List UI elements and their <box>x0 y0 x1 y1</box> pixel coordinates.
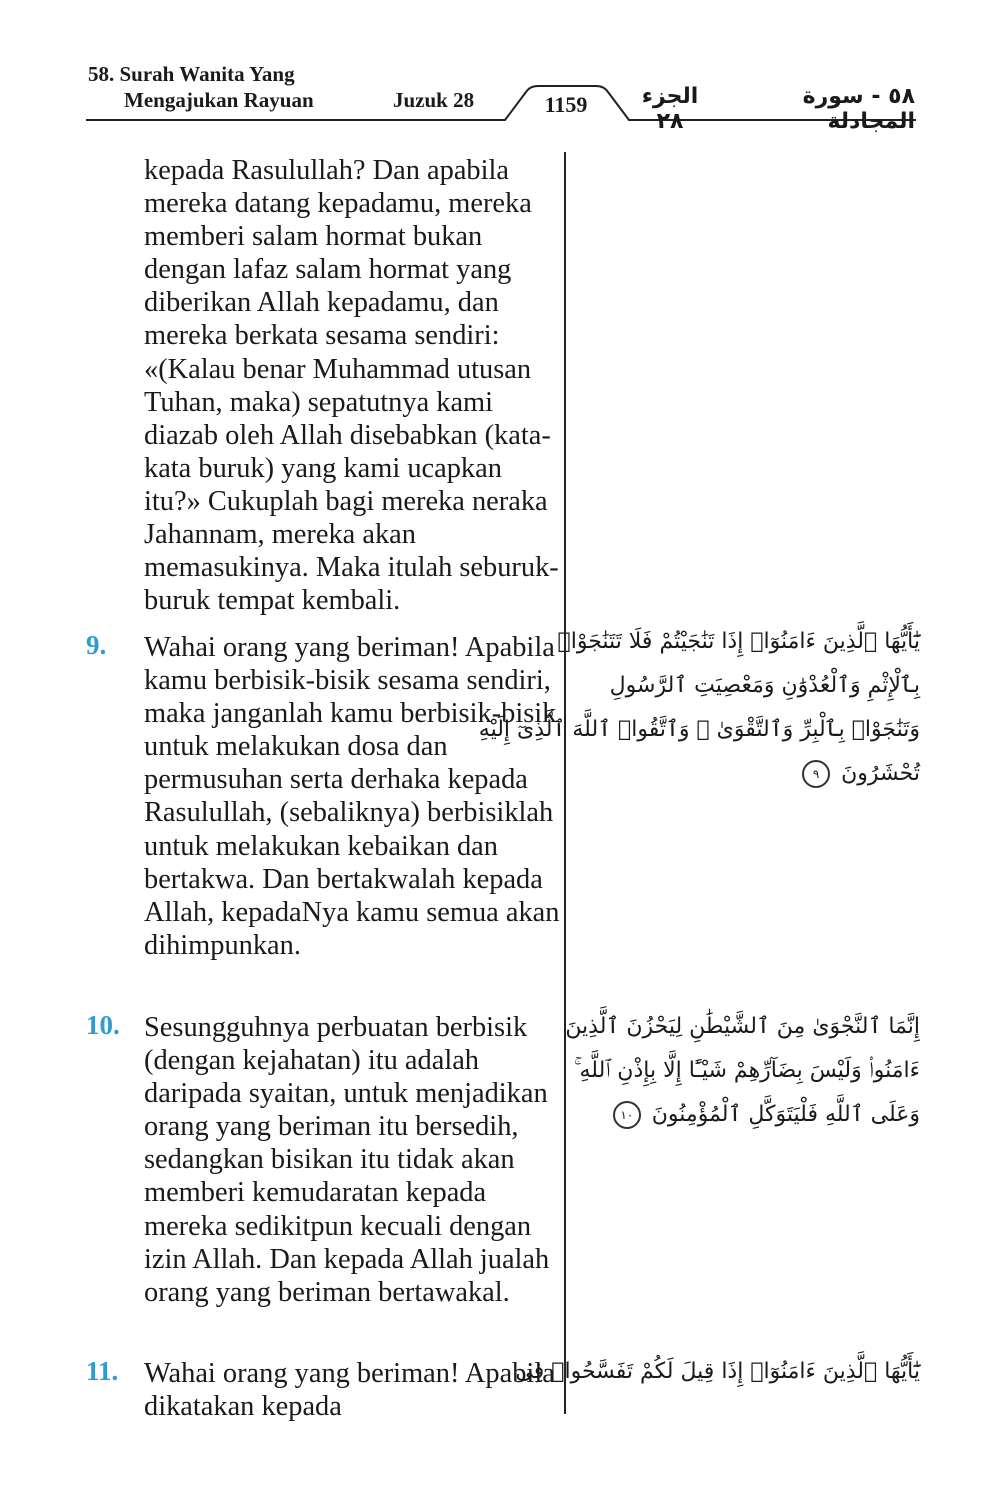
juz-label: Juzuk 28 <box>393 88 475 112</box>
column-divider <box>564 152 566 1414</box>
verse-arabic-11 <box>515 1350 920 1394</box>
arabic-line: وَتَنَٰجَوْا۟ بِٱلْبِرِّ وَٱلتَّقْوَىٰ ۖ وَٱتَّقُوا۟ ٱللَّهَ ٱلَّذِىٓ إِلَيْهِ <box>478 717 920 742</box>
arabic-juz-label: الجزء ٢٨ <box>641 84 699 134</box>
verse-end-marker-10: ١٠ <box>613 1101 641 1129</box>
verse-translation-9: Wahai orang yang beriman! Apabila kamu berbisik-bisik sesama sendiri, maka janganlah kamu berbisik-bisik untuk melakukan dosa dan permusuhan serta derhaka kepada Rasulullah, (sebaliknya) berbisiklah untuk melakukan kebaikan dan bertakwa. Dan bertakwalah kepada Allah, kepadaNya kamu semua akan dihimpunkan. <box>144 632 560 961</box>
verse-number-10: 10. <box>86 1010 120 1040</box>
verse-number-9: 9. <box>86 630 107 660</box>
surah-title-line2: Mengajukan Rayuan <box>124 88 314 112</box>
verse-arabic-9 <box>478 620 920 796</box>
verse-arabic-10 <box>565 1005 920 1137</box>
arabic-line: يَٰٓأَيُّهَا ٱلَّذِينَ ءَامَنُوٓا۟ إِذَا تَنَٰجَيْتُمْ فَلَا تَتَنَٰجَوْا۟ <box>557 629 920 654</box>
arabic-line: وَعَلَى ٱللَّهِ فَلْيَتَوَكَّلِ ٱلْمُؤْمِنُونَ <box>651 1102 920 1127</box>
continuation-text: kepada Rasulullah? Dan apabila mereka datang kepadamu, mereka memberi salam hormat bukan dengan lafaz salam hormat yang diberikan Allah kepadamu, dan mereka berkata sesama sendiri: «(Kalau benar Muhammad utusan Tuhan, maka) sepatutnya kami diazab oleh Allah disebabkan (kata-kata buruk) yang kami ucapkan itu?» Cukuplah bagi mereka neraka Jahannam, mereka akan memasukinya. Maka itulah seburuk-buruk tempat kembali. <box>144 155 559 617</box>
surah-title-line1: 58. Surah Wanita Yang <box>88 62 295 86</box>
page-number: 1159 <box>544 92 588 117</box>
arabic-surah-title: ٥٨ - سورة المجادلة <box>802 84 915 134</box>
page-header <box>0 0 1000 140</box>
arabic-line: تُحْشَرُونَ <box>841 761 920 786</box>
verse-translation-11: Wahai orang yang beriman! Apabila dikatakan kepada <box>144 1358 555 1423</box>
arabic-line: بِٱلْإِثْمِ وَٱلْعُدْوَٰنِ وَمَعْصِيَتِ ٱلرَّسُولِ <box>609 673 920 698</box>
arabic-line: ءَامَنُوا۟ وَلَيْسَ بِضَآرِّهِمْ شَيْـًٔا إِلَّا بِإِذْنِ ٱللَّهِ ۚ <box>573 1058 920 1083</box>
arabic-line: إِنَّمَا ٱلنَّجْوَىٰ مِنَ ٱلشَّيْطَٰنِ لِيَحْزُنَ ٱلَّذِينَ <box>565 1014 920 1039</box>
verse-end-marker-9: ٩ <box>802 760 830 788</box>
arabic-line: يَٰٓأَيُّهَا ٱلَّذِينَ ءَامَنُوٓا۟ إِذَا قِيلَ لَكُمْ تَفَسَّحُوا۟ فِى <box>515 1359 920 1384</box>
verse-translation-10: Sesungguhnya perbuatan berbisik (dengan kejahatan) itu adalah daripada syaitan, untuk menjadikan orang yang beriman itu bersedih, sedangkan bisikan itu tidak akan memberi kemudaratan kepada mereka sedikitpun kecuali dengan izin Allah. Dan kepada Allah jualah orang yang beriman bertawakal. <box>144 1012 550 1308</box>
verse-number-11: 11. <box>86 1356 119 1386</box>
